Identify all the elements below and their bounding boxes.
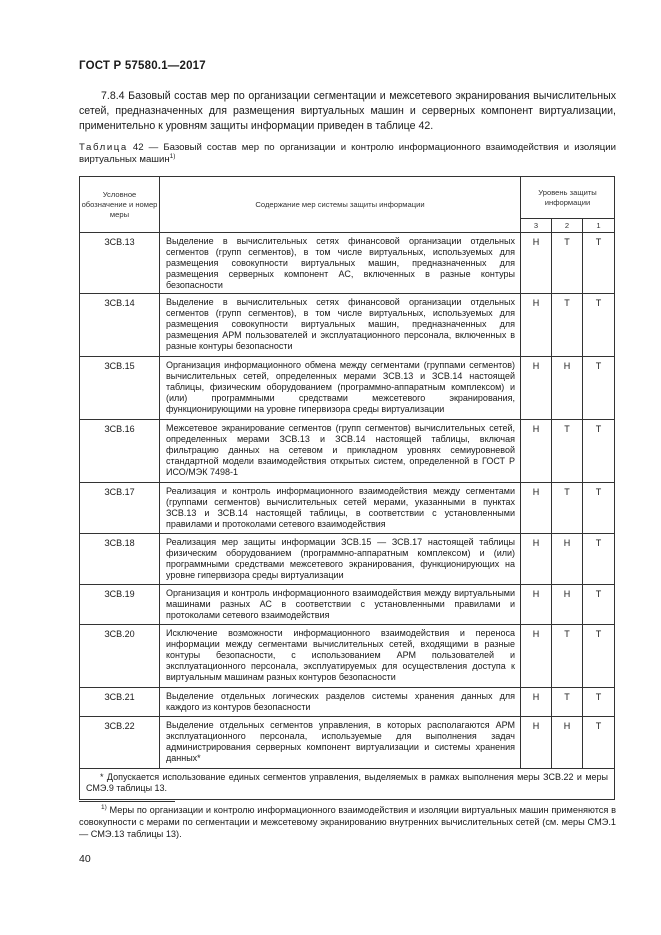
row-level-1: Т [583,585,615,625]
row-code: ЗСВ.21 [80,688,160,717]
table-note-row [80,769,615,800]
row-text: Организация информационного обмена между сегментами (группами сегментов) вычислительных сетей, определенных мерами ЗСВ.13 и ЗСВ.14 настоящей таблицы, физическим оборудованием (программно-аппаратным комплексом) и (или) программными средствами межсетевого экранирования, функционирующими на уровне гипервизора среды виртуализации [160,357,521,420]
footnote-text: Меры по организации и контролю информационного взаимодействия и изоляции виртуальных машин применяются в совокупности с мерами по сегментации и межсетевому экранированию внутренних вычислительных сетей (см. меры СМЭ.1 — СМЭ.13 таблицы 13). [79,805,616,839]
caption-text: 42 — Базовый состав мер по организации и контролю информационного взаимодействия и изоляции виртуальных машин [79,142,617,165]
table-note [80,769,615,800]
row-code: ЗСВ.22 [80,717,160,769]
header-code: Условное обозначение и номер меры [80,177,160,233]
row-text: Выделение отдельных сегментов управления, в которых располагаются АРМ эксплуатационного персонала, используемые для выполнения задач администрирования серверных компонент виртуализации и системы хранения данных* [160,717,521,769]
row-level-2: Т [552,233,583,294]
row-level-3: Н [521,688,552,717]
row-level-1: Т [583,357,615,420]
row-level-2: Н [552,534,583,585]
row-level-1: Т [583,625,615,688]
row-text: Выделение отдельных логических разделов системы хранения данных для каждого из контуров безопасности [160,688,521,717]
footnote [79,804,616,840]
table-row [80,294,615,357]
table-row [80,233,615,294]
row-level-2: Н [552,717,583,769]
table-row [80,483,615,534]
row-code: ЗСВ.14 [80,294,160,357]
caption-label: Таблица [79,142,128,153]
row-level-1: Т [583,420,615,483]
header-level-2: 2 [552,219,583,233]
table-row [80,688,615,717]
row-level-2: Т [552,483,583,534]
row-code: ЗСВ.17 [80,483,160,534]
row-level-2: Т [552,688,583,717]
table-caption [79,142,616,166]
measures-table [79,176,615,800]
row-level-3: Н [521,717,552,769]
table-note-text: * Допускается использование единых сегментов управления, выделяемых в рамках выполнения меры ЗСВ.22 и меры СМЭ.9 таблицы 13. [86,772,609,793]
row-text: Выделение в вычислительных сетях финансовой организации отдельных сегментов (групп сегментов), в том числе виртуальных, используемых для размещения совокупности виртуальных машин, предназначенных для размещения серверных компонент АС, включенных в разные контуры безопасности [160,233,521,294]
row-code: ЗСВ.15 [80,357,160,420]
row-level-2: Т [552,294,583,357]
header-content: Содержание мер системы защиты информации [160,177,521,233]
row-text: Организация и контроль информационного взаимодействия между виртуальными машинами разных АС в соответствии с установленными правилами и протоколами сетевого взаимодействия [160,585,521,625]
row-code: ЗСВ.16 [80,420,160,483]
row-level-3: Н [521,420,552,483]
table-row [80,534,615,585]
row-code: ЗСВ.19 [80,585,160,625]
row-code: ЗСВ.18 [80,534,160,585]
row-level-3: Н [521,294,552,357]
row-code: ЗСВ.13 [80,233,160,294]
row-level-2: Н [552,357,583,420]
row-level-2: Т [552,625,583,688]
row-code: ЗСВ.20 [80,625,160,688]
table-row [80,357,615,420]
row-text: Межсетевое экранирование сегментов (групп сегментов) вычислительных сетей, определенных мерами ЗСВ.13 и ЗСВ.14 настоящей таблицы, включая фильтрацию данных на сетевом и прикладном уровнях семиуровневой стандартной модели взаимодействия открытых систем, определенной в ГОСТ Р ИСО/МЭК 7498-1 [160,420,521,483]
row-level-2: Т [552,420,583,483]
row-level-2: Н [552,585,583,625]
row-level-1: Т [583,688,615,717]
intro-paragraph: 7.8.4 Базовый состав мер по организации сегментации и межсетевого экранирования вычислительных сетей, предназначенных для размещения виртуальных машин и серверных компонент виртуализации, применительно к уровням защиты информации приведен в таблице 42. [79,90,616,132]
row-level-3: Н [521,233,552,294]
row-text: Реализация и контроль информационного взаимодействия между сегментами (группами сегментов) вычислительных сетей мерами, указанными в пунктах ЗСВ.13 и ЗСВ.14 настоящей таблицы, в соответствии с установленными правилами и протоколами сетевого взаимодействия [160,483,521,534]
row-level-1: Т [583,294,615,357]
header-level-3: 3 [521,219,552,233]
row-level-3: Н [521,585,552,625]
table-row [80,717,615,769]
row-level-3: Н [521,625,552,688]
row-level-1: Т [583,233,615,294]
header-level-1: 1 [583,219,615,233]
header-levels-title: Уровень защиты информации [521,177,615,219]
footnote-divider [79,801,175,802]
row-text: Исключение возможности информационного взаимодействия и переноса информации между сегментами вычислительных сетей, входящими в разные контуры безопасности, с использованием АРМ пользователей и эксплуатационного персонала, эксплуатируемых для осуществления доступа к виртуальным машинам разных контуров безопасности [160,625,521,688]
row-text: Реализация мер защиты информации ЗСВ.15 — ЗСВ.17 настоящей таблицы физическим оборудованием (программно-аппаратным комплексом) и (или) программными средствами межсетевого экранирования, функционирующих на уровне гипервизора среды виртуализации [160,534,521,585]
footnote-mark: 1) [101,803,107,811]
page-number: 40 [79,853,91,865]
row-level-3: Н [521,483,552,534]
table-row [80,420,615,483]
row-text: Выделение в вычислительных сетях финансовой организации отдельных сегментов (групп сегментов), в том числе виртуальных, используемых для размещения совокупности виртуальных машин, предназначенных для размещения АРМ пользователей и эксплуатационного персонала, включенных в разные контуры безопасности [160,294,521,357]
table-row [80,585,615,625]
row-level-3: Н [521,534,552,585]
caption-footnote-mark: 1) [169,152,176,160]
row-level-3: Н [521,357,552,420]
row-level-1: Т [583,717,615,769]
row-level-1: Т [583,483,615,534]
row-level-1: Т [583,534,615,585]
standard-header: ГОСТ Р 57580.1—2017 [79,60,206,72]
table-row [80,625,615,688]
